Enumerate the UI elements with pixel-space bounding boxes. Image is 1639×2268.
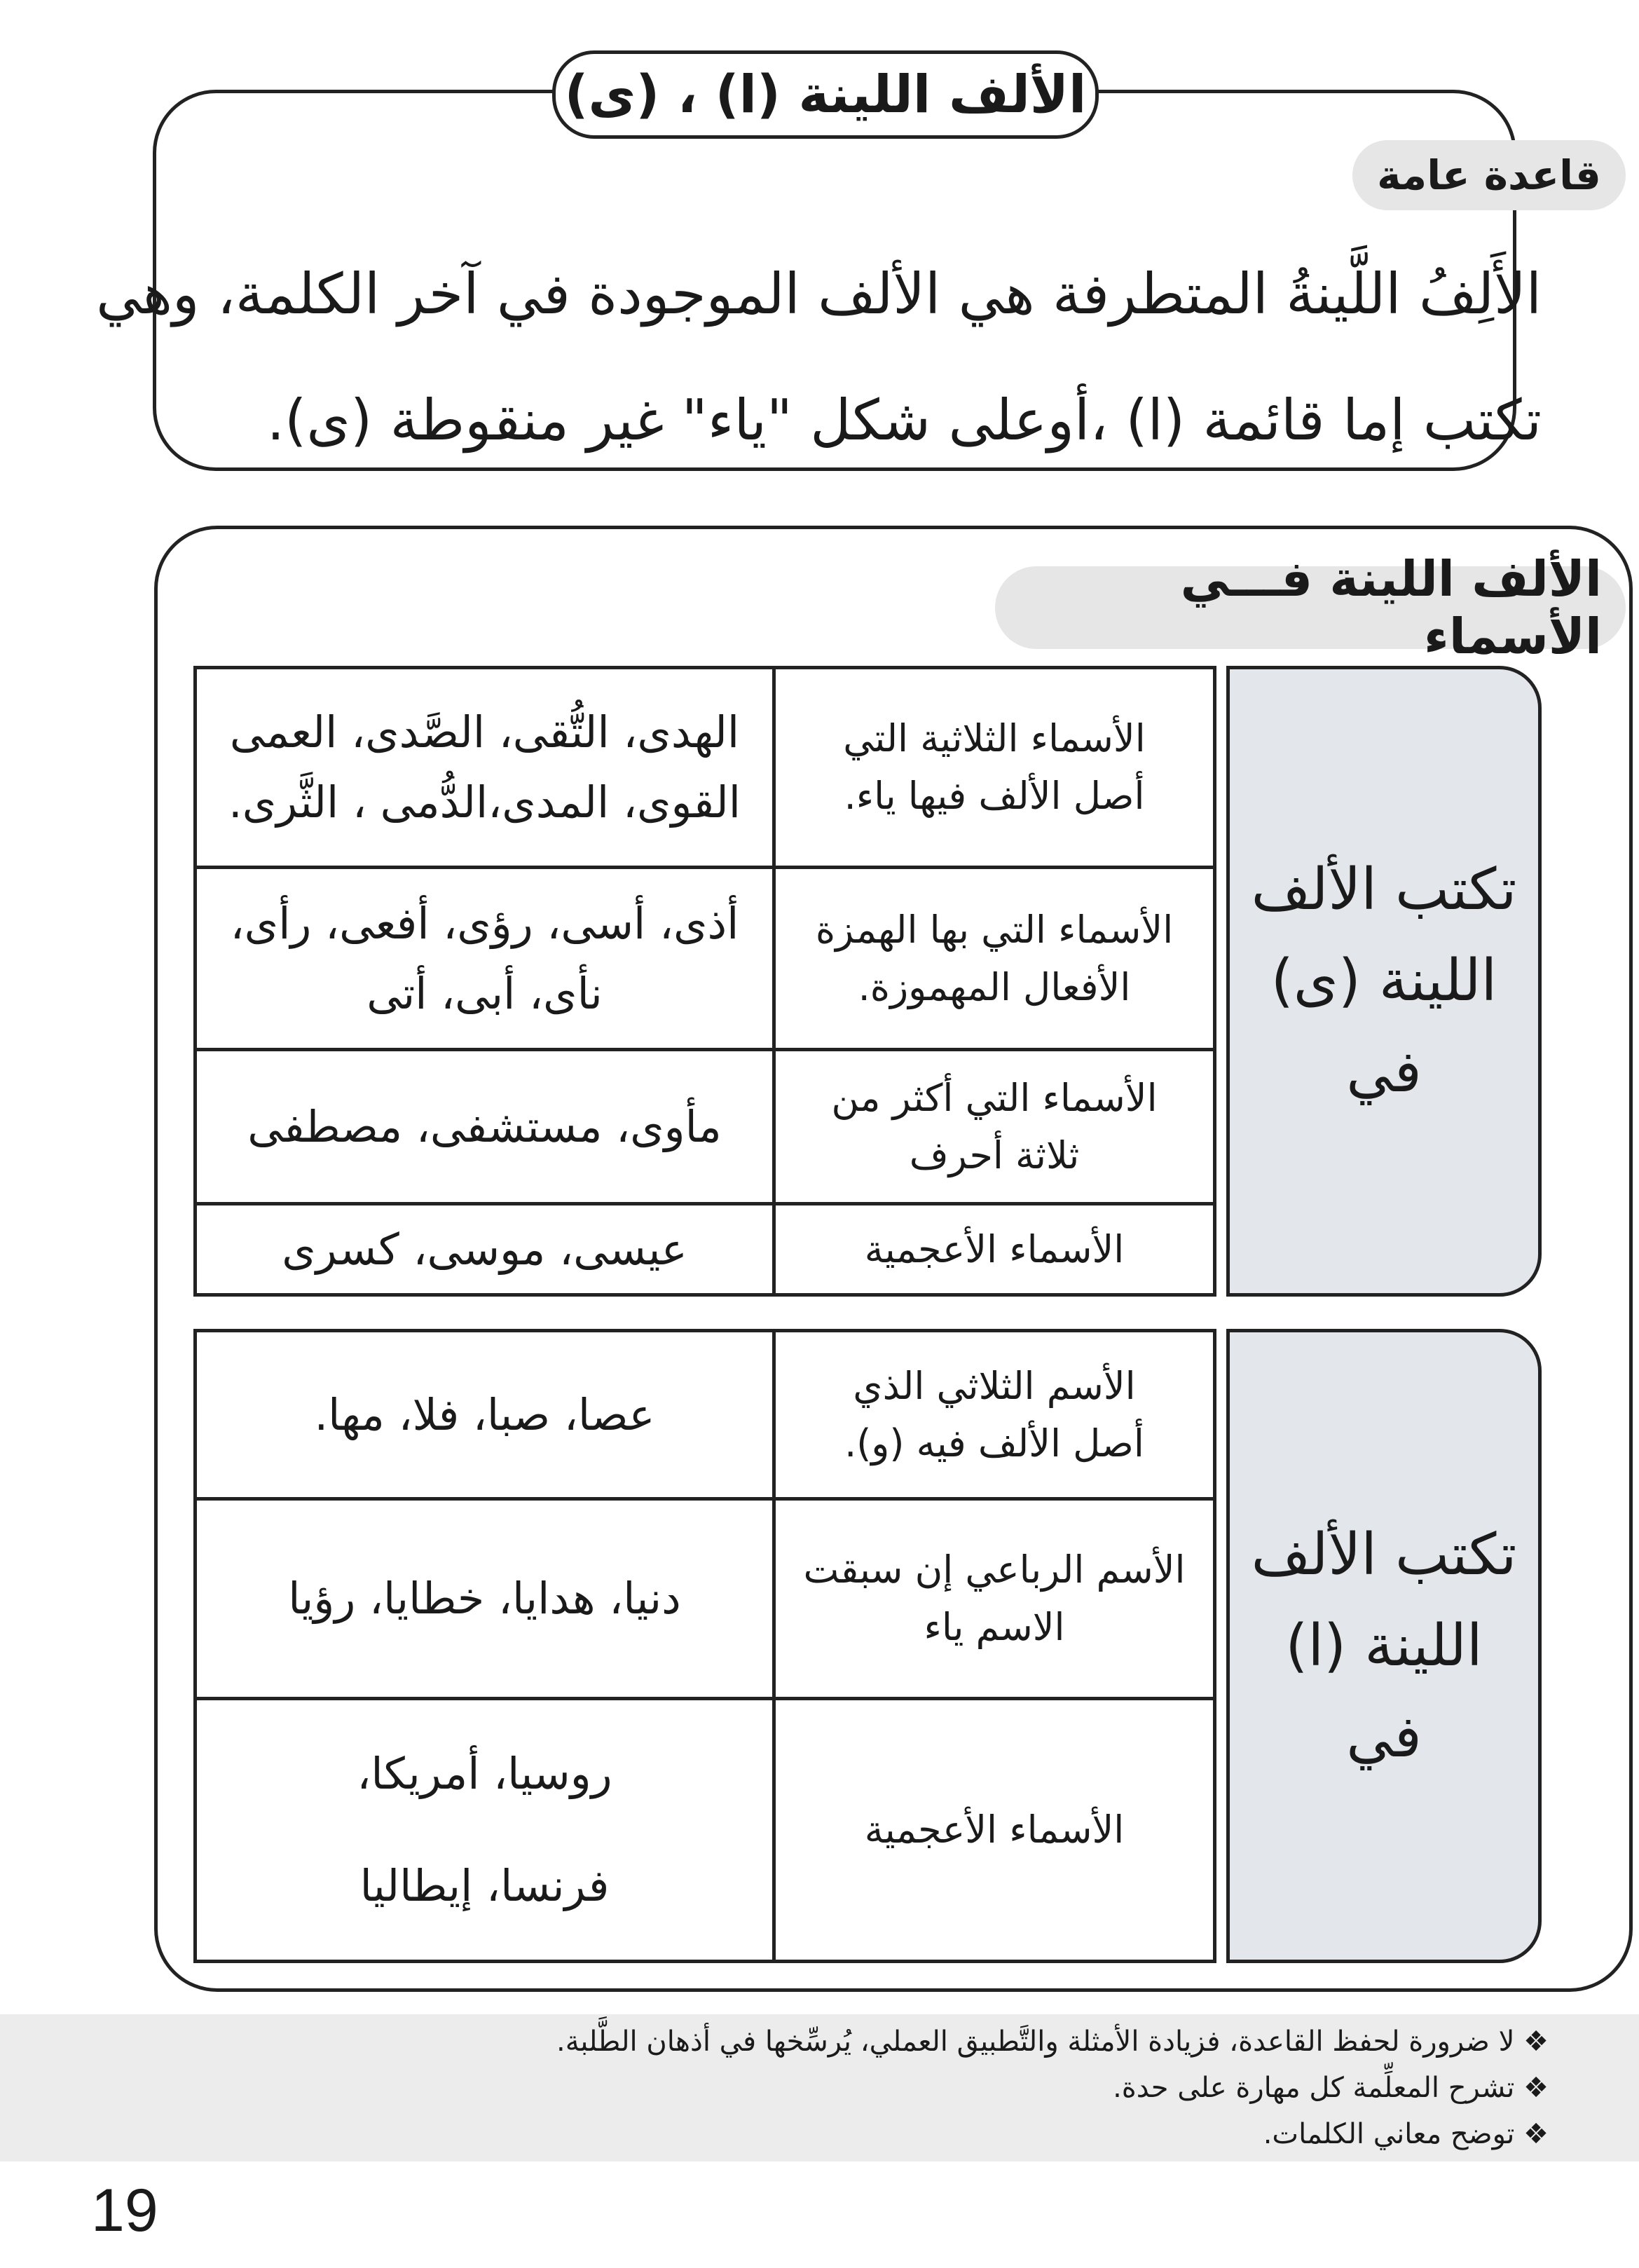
table-alif-qaima (193, 1329, 1542, 1963)
table-row (193, 1329, 1216, 1501)
table-body (193, 1329, 1216, 1963)
category-cell: الأسم الثلاثي الذي أصل الألف فيه (و). (844, 1363, 1144, 1466)
table-alif-ya (193, 666, 1542, 1297)
side-label-alif: تكتب الألف اللينة (ا) في (1226, 1329, 1542, 1963)
examples-cell: روسيا، أمريكا، فرنسا، إيطاليا (197, 1700, 776, 1960)
table-row (193, 666, 1216, 869)
category-cell: الأسماء الأعجمية (864, 1808, 1125, 1852)
notes-list (266, 2018, 1549, 2157)
rule-title: الألف اللينة (ا) ، (ى) (552, 50, 1099, 139)
category-cell: الأسماء التي أكثر من ثلاثة أحرف (831, 1075, 1158, 1177)
examples-cell: الهدى، التُّقى، الصَّدى، العمى القوى، المدى،الدُّمى ، الثَّرى. (197, 669, 776, 866)
note-item: ❖ توضح معاني الكلمات. (266, 2111, 1549, 2157)
category-cell: الأسماء الثلاثية التي أصل الألف فيها ياء. (843, 716, 1146, 818)
table-body (193, 666, 1216, 1297)
category-cell: الأسماء الأعجمية (864, 1227, 1125, 1271)
rule-line: الأَلِفُ اللَّينةُ المتطرفة هي الألف الموجودة في آخر الكلمة، وهي (96, 261, 1542, 327)
examples-cell: مأوى، مستشفى، مصطفى (197, 1051, 776, 1202)
side-label-ya: تكتب الألف اللينة (ى) في (1226, 666, 1542, 1297)
category-cell: الأسماء التي بها الهمزة الأفعال المهموزة. (815, 907, 1174, 1009)
table-row (193, 1202, 1216, 1297)
nouns-section-title: الألف اللينة فـــي الأسماء (995, 566, 1626, 649)
rule-text (96, 231, 1542, 484)
table-row (193, 1697, 1216, 1963)
examples-cell: عيسى، موسى، كسرى (197, 1205, 776, 1293)
table-row (193, 1497, 1216, 1700)
examples-cell: دنيا، هدايا، خطايا، رؤيا (197, 1501, 776, 1697)
rule-tag: قاعدة عامة (1352, 140, 1626, 210)
rule-line: تكتب إما قائمة (ا) ،أوعلى شكل "ياء" غير منقوطة (ى). (266, 388, 1542, 453)
note-item: ❖ تشرح المعلِّمة كل مهارة على حدة. (266, 2065, 1549, 2111)
page-number: 19 (91, 2177, 158, 2244)
category-cell: الأسم الرباعي إن سبقت الاسم ياء (803, 1548, 1186, 1649)
examples-cell: أذى، أسى، رؤى، أفعى، رأى، نأى، أبى، أتى (197, 869, 776, 1048)
table-row (193, 866, 1216, 1051)
table-row (193, 1048, 1216, 1205)
examples-cell: عصا، صبا، فلا، مها. (197, 1332, 776, 1497)
note-item: ❖ لا ضرورة لحفظ القاعدة، فزيادة الأمثلة والتَّطبيق العملي، يُرسِّخها في أذهان الطَّلبة. (266, 2018, 1549, 2065)
